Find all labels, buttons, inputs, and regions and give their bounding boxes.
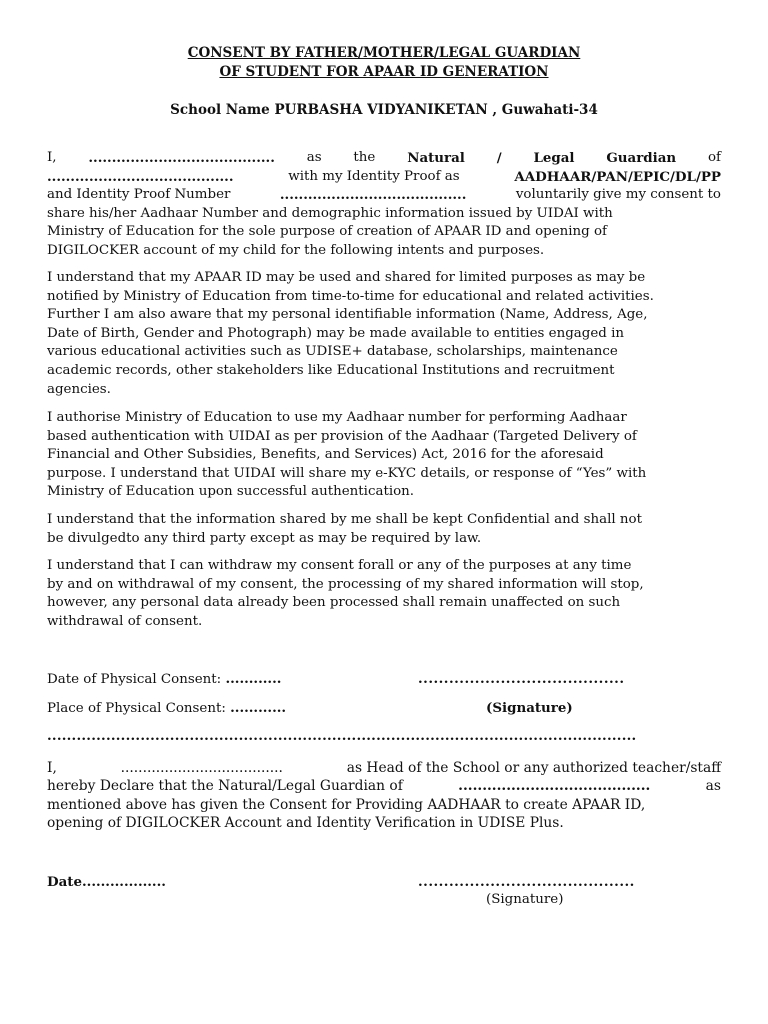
declaration-line1: I, ..................................... as Head of the School or any authorized teacher/staff [47,760,721,776]
identity-proof-types: AADHAAR/PAN/EPIC/DL/PP [514,168,721,185]
head-date-label: Date [47,874,82,890]
student-name-blank: ........................................ [47,168,234,185]
form-title-line1: CONSENT BY FATHER/MOTHER/LEGAL GUARDIAN [187,45,581,61]
place-of-consent-blank: ............ [230,700,287,716]
section-separator: ........................................................................................................................ [47,728,637,744]
head-signature-line: .......................................... [418,874,635,890]
para1-line3: and Identity Proof Number ........................................ voluntarily give my consent to [47,187,721,204]
identity-proof-number-blank: ........................................ [279,187,467,204]
guardian-signature-label: (Signature) [486,700,573,716]
school-name-line [0,101,768,119]
school-name-label: School Name [170,102,270,118]
consent-paragraph-3: I authorise Ministry of Education to use my Aadhaar number for performing Aadhaar based authentication with UIDAI as per provision of the Aadhaar (Targeted Delivery of Financial and Other Subsidies, Benefits, and Services) Act, 2016 for the aforesaid purpose. I understand that UIDAI will share my e-KYC details, or response of “Yes” with Ministry of Education upon successful authentication. [47,410,647,500]
date-of-consent-label: Date of Physical Consent: [47,672,222,687]
consent-paragraph-4: I understand that the information shared by me shall be kept Confidential and shall not be divulgedto any third party except as may be required by law. [47,512,642,546]
consent-paragraph-5: I understand that I can withdraw my consent forall or any of the purposes at any time by and on withdrawal of my consent, the processing of my shared information will stop, however, any personal data already been processed shall remain unaffected on such withdrawal of consent. [47,558,644,629]
form-title-line2: OF STUDENT FOR APAAR ID GENERATION [219,64,549,80]
head-name-blank: ..................................... [120,760,283,776]
place-of-physical-consent [47,699,286,718]
consent-paragraph-1: I, ........................................ as the Natural / Legal Guardian of ........................................ with my Identity Proof as AADHAAR/PAN/EPIC/DL/PP and Identity Proof Number ........................................ voluntarily give my consent to share his/her Aadhaar Number and demographic information issued by UIDAI with Ministry of Education for the sole purpose of creation of APAAR ID and opening of DIGILOCKER account of my child for the following intents and purposes. [47,150,721,258]
para1-line2: ........................................ with my Identity Proof as AADHAAR/PAN/EPIC/DL/PP [47,168,721,185]
date-of-consent-blank: ............ [225,671,282,687]
school-name-value: PURBASHA VIDYANIKETAN , Guwahati-34 [274,102,598,118]
para1-line1: I, ........................................ as the Natural / Legal Guardian of [47,150,721,166]
head-signature-label: (Signature) [486,892,564,907]
head-declaration-paragraph: I, ..................................... as Head of the School or any authorized teacher/staff hereby Declare that the Natural/Legal Guardian of ........................................ as mentioned above has given the Consent for Providing AADHAAR to create APAAR ID, opening of DIGILOCKER Account and Identity Verification in UDISE Plus. [47,760,721,832]
declaration-line2: hereby Declare that the Natural/Legal Guardian of ........................................ as [47,778,721,795]
head-date-field [47,873,166,891]
consent-paragraph-2: I understand that my APAAR ID may be used and shared for limited purposes as may be notified by Ministry of Education from time-to-time for educational and related activities. Further I am also aware that my personal identifiable information (Name, Address, Age, Date of Birth, Gender and Photograph) may be made available to entities engaged in various educational activities such as UDISE+ database, scholarships, maintenance academic records, other stakeholders like Educational Institutions and recruitment agencies. [47,270,654,397]
guardian-signature-line: ........................................ [418,671,625,687]
place-of-consent-label: Place of Physical Consent: [47,701,226,716]
guardian-name-blank: ........................................ [88,150,275,166]
head-date-blank: .................. [82,874,166,890]
declaration-guardian-blank: ........................................ [458,778,651,795]
date-of-physical-consent [47,670,281,689]
